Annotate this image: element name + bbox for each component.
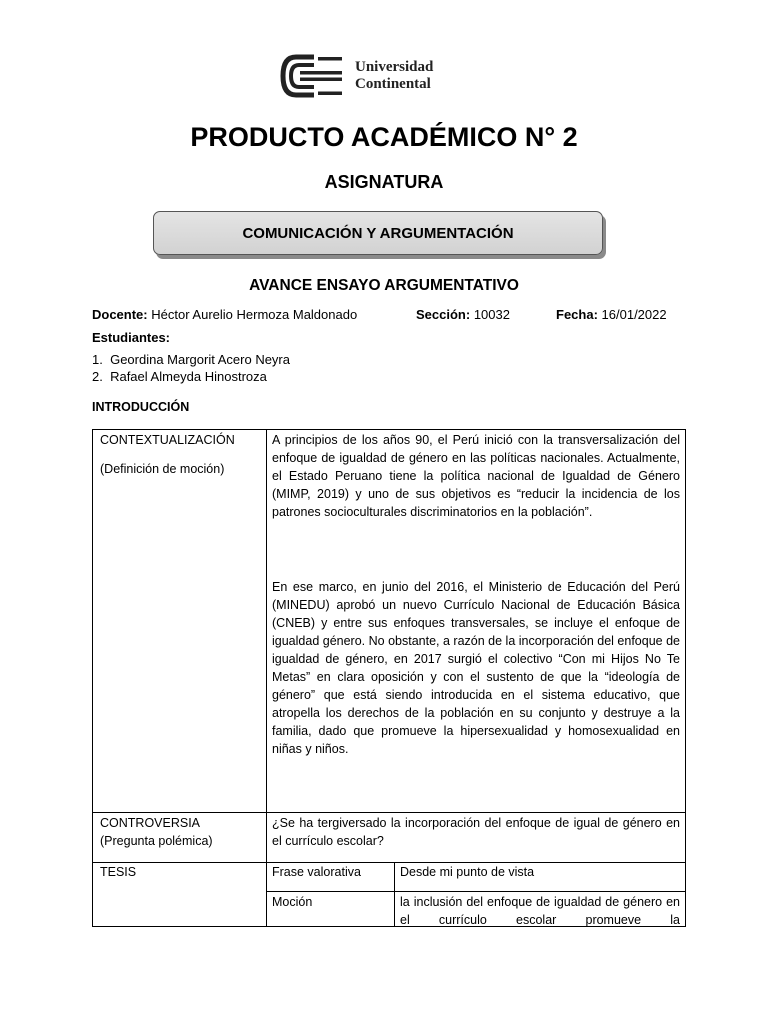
section-title: INTRODUCCIÓN	[92, 400, 190, 414]
row-label-tesis: TESIS	[100, 865, 137, 879]
seccion-value: 10032	[473, 307, 510, 322]
row-label-contextualizacion: CONTEXTUALIZACIÓN	[100, 433, 235, 447]
controversy-question: ¿Se ha tergiversado la incorporación del enfoque de igual de género en el currículo escolar?	[272, 816, 680, 848]
course-name: COMUNICACIÓN Y ARGUMENTACIÓN	[242, 224, 514, 242]
continental-emblem-icon	[280, 54, 346, 98]
table-divider	[266, 430, 267, 927]
subject-label: ASIGNATURA	[324, 172, 444, 192]
students-label: Estudiantes:	[92, 330, 171, 345]
frase-valorativa-label: Frase valorativa	[272, 865, 361, 879]
context-paragraph-1: A principios de los años 90, el Perú inició con la transversalización del enfoque de igualdad de género en las políticas nacionales. Actualmente, el Estado Peruano tiene la política nacional de Igualdad de Género (MIMP, 2019) y uno de sus objetivos es “reducir la incidencia de los patrones socioculturales discriminatorios en la población”.	[272, 433, 680, 519]
logo-line-2: Continental	[355, 76, 431, 92]
seccion-info	[416, 307, 510, 322]
student-item: 1. Geordina Margorit Acero Neyra	[92, 352, 290, 367]
docente-value: Héctor Aurelio Hermoza Maldonado	[151, 307, 358, 322]
logo-line-1: Universidad	[355, 59, 434, 75]
table-divider	[394, 862, 395, 927]
context-paragraph-2: En ese marco, en junio del 2016, el Ministerio de Educación del Perú (MINEDU) aprobó un nuevo Currículo Nacional de Educación Básica (CNEB) y entre sus enfoques transversales, se incluye el enfoque de igualdad género. No obstante, a razón de la incorporación del enfoque de igualdad de género, en 2017 surgió el colectivo “Con mi Hijos No Te Metas” en clara oposición y con el sustento de que la “ideología de género” que está siendo introducida en el sistema educativo, que atropella los derechos de la población en su conjunto y destruye a la familia, dado que promueve la hipersexualidad y homosexualidad en niñas y niños.	[272, 580, 680, 756]
table-divider	[93, 812, 686, 813]
introduction-table	[92, 429, 686, 927]
logo-wordmark	[355, 59, 433, 93]
fecha-label: Fecha:	[556, 307, 598, 322]
row-sublabel-definicion: (Definición de moción)	[100, 462, 225, 476]
fecha-info	[556, 307, 667, 322]
table-divider	[93, 862, 686, 863]
student-item: 2. Rafael Almeyda Hinostroza	[92, 369, 267, 384]
course-banner	[153, 211, 603, 255]
docente-label: Docente:	[92, 307, 148, 322]
mocion-text: la inclusión del enfoque de igualdad de género en el currículo escolar promueve la	[400, 895, 680, 927]
frase-valorativa-text: Desde mi punto de vista	[400, 865, 535, 879]
docente-info	[92, 307, 357, 322]
page-title: PRODUCTO ACADÉMICO N° 2	[190, 122, 578, 152]
fecha-value: 16/01/2022	[601, 307, 667, 322]
row-label-controversia: CONTROVERSIA	[100, 816, 201, 830]
university-logo	[280, 54, 460, 98]
document-title: AVANCE ENSAYO ARGUMENTATIVO	[249, 277, 519, 294]
row-sublabel-pregunta: (Pregunta polémica)	[100, 834, 213, 848]
mocion-label: Moción	[272, 895, 313, 909]
table-divider	[266, 891, 686, 892]
seccion-label: Sección:	[416, 307, 471, 322]
